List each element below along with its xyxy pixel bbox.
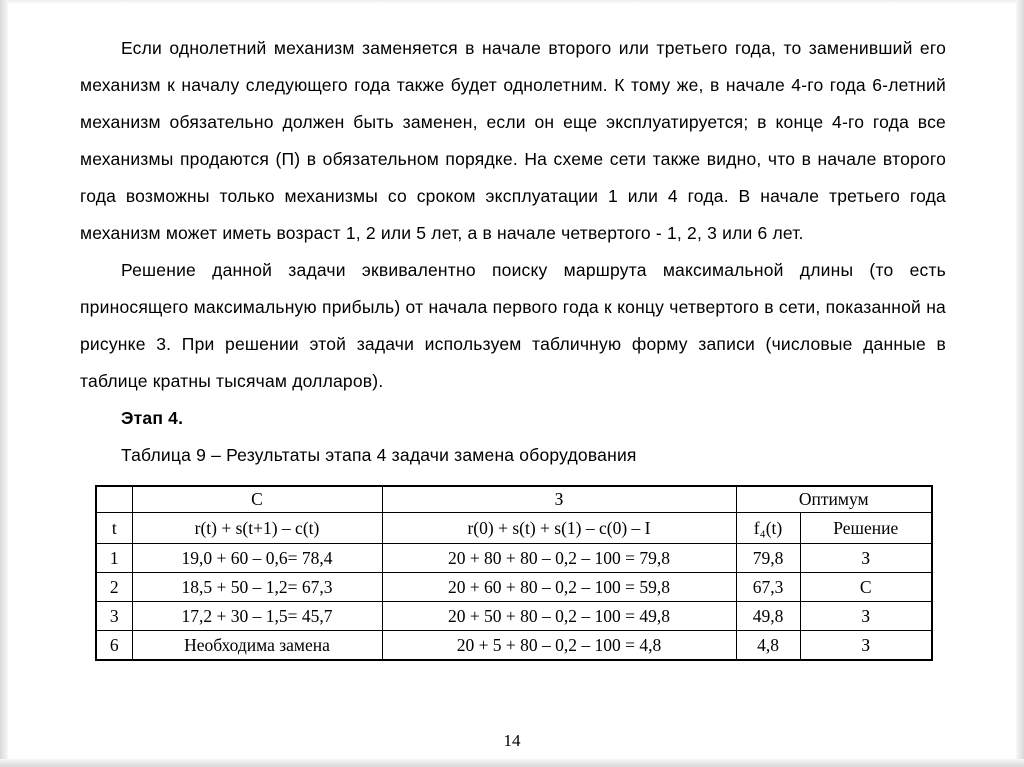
cell-f4-value: 67,3: [736, 573, 800, 602]
table-group-header-row: [96, 486, 932, 513]
group-header-empty: [96, 486, 132, 513]
table-row: [96, 573, 932, 602]
col-header-f4: f₄(t): [736, 513, 800, 544]
cell-c-formula: 17,2 + 30 – 1,5= 45,7: [132, 602, 382, 631]
cell-c-formula: 19,0 + 60 – 0,6= 78,4: [132, 544, 382, 573]
table-row: [96, 544, 932, 573]
stage-heading: Этап 4.: [121, 408, 184, 428]
group-header-z: З: [382, 486, 736, 513]
paragraph-solution-description: Решение данной задачи эквивалентно поиску маршрута максимальной длины (то есть приносящего максимальную прибыль) от начала первого года к концу четвертого в сети, показанной на рисунке 3. При решении этой задачи используем табличную форму записи (числовые данные в таблице кратны тысячам долларов).: [80, 260, 946, 391]
cell-t: 2: [96, 573, 132, 602]
page-edge-top: [0, 0, 1024, 4]
table-row: [96, 602, 932, 631]
page-edge-right: [1016, 0, 1024, 767]
cell-c-formula: Необходима замена: [132, 631, 382, 661]
cell-c-formula: 18,5 + 50 – 1,2= 67,3: [132, 573, 382, 602]
cell-t: 1: [96, 544, 132, 573]
cell-t: 6: [96, 631, 132, 661]
col-header-formula-z: r(0) + s(t) + s(1) – c(0) – I: [382, 513, 736, 544]
cell-decision: З: [800, 602, 932, 631]
page-edge-bottom: [0, 759, 1024, 767]
table-column-header-row: [96, 513, 932, 544]
cell-z-formula: 20 + 5 + 80 – 0,2 – 100 = 4,8: [382, 631, 736, 661]
col-header-decision: Решение: [800, 513, 932, 544]
cell-f4-value: 49,8: [736, 602, 800, 631]
page-content: [80, 30, 946, 661]
cell-z-formula: 20 + 80 + 80 – 0,2 – 100 = 79,8: [382, 544, 736, 573]
table-row: [96, 631, 932, 661]
page-edge-left: [0, 0, 8, 767]
cell-decision: З: [800, 631, 932, 661]
group-header-optimum: Оптимум: [736, 486, 932, 513]
cell-t: 3: [96, 602, 132, 631]
cell-z-formula: 20 + 50 + 80 – 0,2 – 100 = 49,8: [382, 602, 736, 631]
col-header-formula-c: r(t) + s(t+1) – c(t): [132, 513, 382, 544]
col-header-t: t: [96, 513, 132, 544]
cell-decision: З: [800, 544, 932, 573]
group-header-c: С: [132, 486, 382, 513]
cell-f4-value: 79,8: [736, 544, 800, 573]
table-caption: Таблица 9 – Результаты этапа 4 задачи замена оборудования: [121, 445, 637, 465]
paragraph-mechanism-rules: Если однолетний механизм заменяется в начале второго или третьего года, то заменивший его механизм к началу следующего года также будет однолетним. К тому же, в начале 4-го года 6-летний механизм обязательно должен быть заменен, если он еще эксплуатируется; в конце 4-го года все механизмы продаются (П) в обязательном порядке. На схеме сети также видно, что в начале второго года возможны только механизмы со сроком эксплуатации 1 или 4 года. В начале третьего года механизм может иметь возраст 1, 2 или 5 лет, а в начале четвертого - 1, 2, 3 или 6 лет.: [80, 38, 946, 243]
cell-f4-value: 4,8: [736, 631, 800, 661]
results-table: [95, 485, 933, 661]
page-number: 14: [503, 731, 521, 750]
cell-z-formula: 20 + 60 + 80 – 0,2 – 100 = 59,8: [382, 573, 736, 602]
cell-decision: С: [800, 573, 932, 602]
